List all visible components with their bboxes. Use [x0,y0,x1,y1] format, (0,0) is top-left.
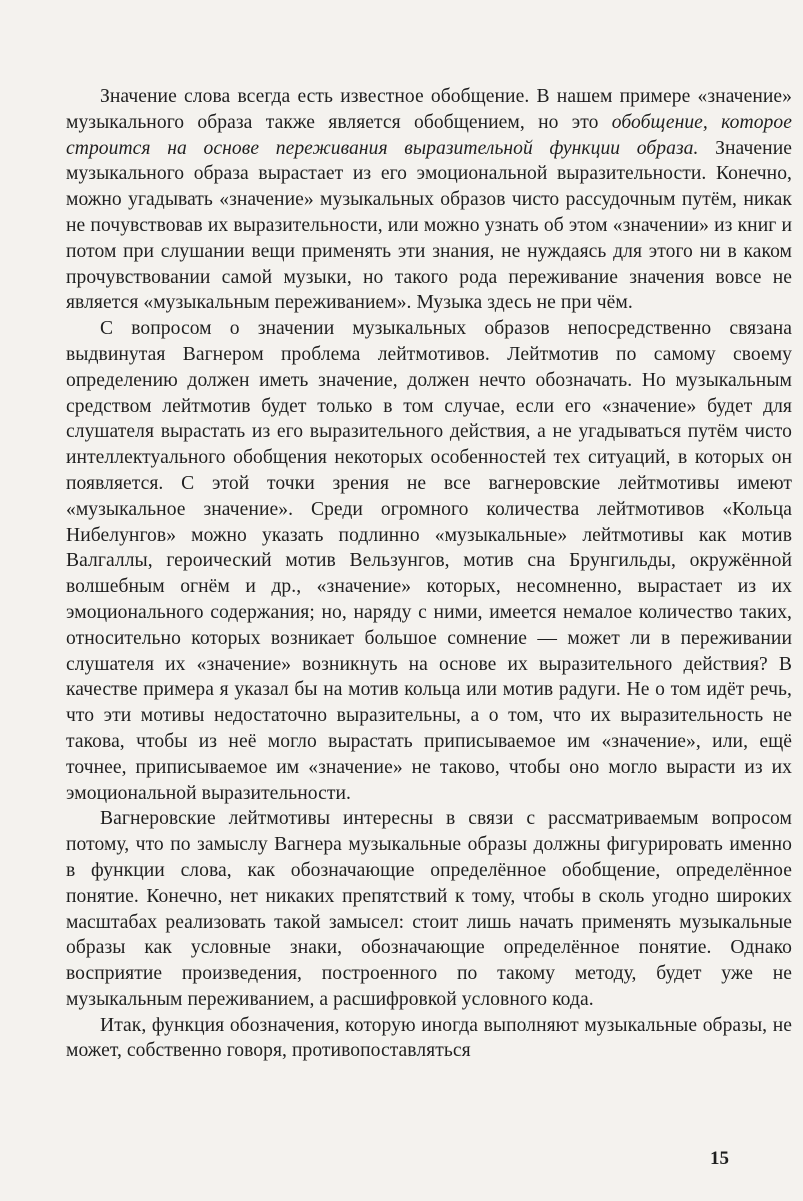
paragraph-function-of-designation: Итак, функция обозначения, которую иногда выполняют музыкальные образы, не может, собственно говоря, противопоставляться [66,1014,792,1062]
paragraph-1-emphasis: обобщение, которое строится на основе переживания выразительной функции образа. [66,111,792,159]
paragraph-leitmotifs-problem: С вопросом о значении музыкальных образов непосредственно связана выдвинутая Вагнером проблема лейтмотивов. Лейтмотив по самому своему определению должен иметь значение, должен нечто обозначать. Но музыкальным средством лейтмотив будет только в том случае, если его «значение» будет для слушателя вырастать из его выразительного действия, а не угадываться путём чисто интеллектуального обобщения некоторых особенностей тех ситуаций, в которых он появляется. С этой точки зрения не все вагнеровские лейтмотивы имеют «музыкальное значение». Среди огромного количества лейтмотивов «Кольца Нибелунгов» можно указать подлинно «музыкальные» лейтмотивы как мотив Валгаллы, героический мотив Вельзунгов, мотив сна Брунгильды, окружённой волшебным огнём и др., «значение» которых, несомненно, вырастает из их эмоционального содержания; но, наряду с ними, имеется немалое количество таких, относительно которых возникает большое сомнение — может ли в переживании слушателя их «значение» возникнуть на основе их выразительного действия? В качестве примера я указал бы на мотив кольца или мотив радуги. Не о том идёт речь, что эти мотивы недостаточно выразительны, а о том, что их выразительность не такова, чтобы из неё могло вырастать приписываемое им «значение», или, ещё точнее, приписываемое им «значение» не таково, чтобы оно могло вырасти из их эмоциональной выразительности. [66,318,792,804]
page-body [66,84,792,1124]
paragraph-meaning-of-word [66,84,792,316]
paragraph-wagner-leitmotifs: Вагнеровские лейтмотивы интересны в связи с рассматриваемым вопросом потому, что по замыслу Вагнера музыкальные образы должны фигурировать именно в функции слова, как обозначающие определённое обобщение, определённое понятие. Конечно, нет никаких препятствий к тому, чтобы в сколь угодно широких масштабах реализовать такой замысел: стоит лишь начать применять музыкальные образы как условные знаки, обозначающие определённое понятие. Однако восприятие произведения, построенного по такому методу, будет уже не музыкальным переживанием, а расшифровкой условного кода. [66,808,792,1010]
page-number: 15 [710,1148,729,1169]
paragraph-1-lead: Значение слова всегда есть известное обобщение. В нашем примере «значение» музыкального образа также является обобщением, но это [66,86,792,133]
paragraph-1-tail: Значение музыкального образа вырастает из его эмоциональной выразительности. Конечно, можно угадывать «значение» музыкальных образов чисто рассудочным путём, никак не почувствовав их выразительности, или можно узнать об этом «значении» из книг и потом при слушании вещи применять эти знания, не нуждаясь для этого ни в каком прочувствовании самой музыки, но такого рода переживание значения вовсе не является «музыкальным переживанием». Музыка здесь не при чём. [66,137,792,314]
